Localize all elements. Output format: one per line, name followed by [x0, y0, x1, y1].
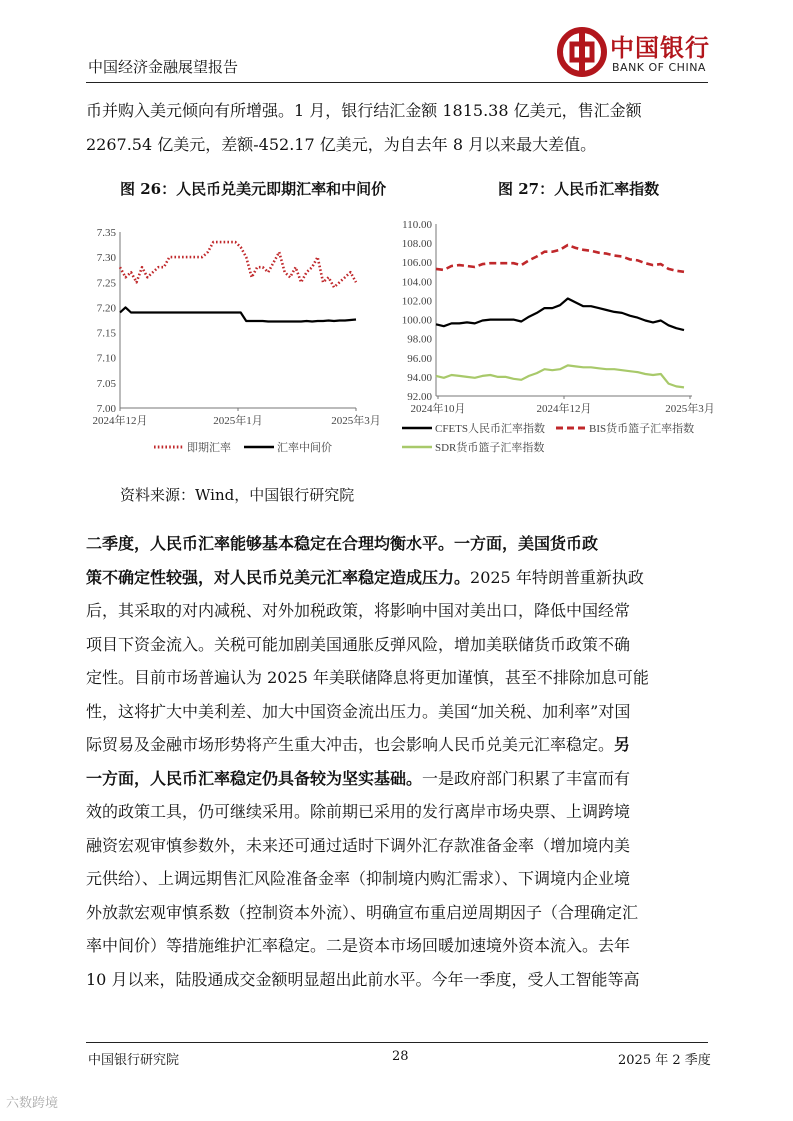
y-tick-label: 96.00 — [407, 352, 432, 365]
body-line — [86, 728, 708, 762]
footer-institution: 中国银行研究院 — [88, 1053, 180, 1068]
y-tick-label: 7.05 — [96, 377, 116, 390]
text-segment: 元供给）、上调远期售汇风险准备金率（抑制境内购汇需求）、下调境内企业境 — [86, 869, 631, 888]
y-tick-label: 100.00 — [401, 314, 432, 327]
page-number: 28 — [392, 1049, 409, 1064]
legend-label: 汇率中间价 — [277, 442, 332, 454]
y-tick-label: 106.00 — [401, 257, 432, 270]
logo-english-text: BANK OF CHINA — [612, 61, 706, 74]
y-tick-label: 104.00 — [401, 276, 432, 289]
y-tick-label: 7.30 — [96, 252, 116, 265]
body-line — [86, 862, 708, 896]
y-tick-label: 108.00 — [401, 238, 432, 251]
intro-line: 2267.54 亿美元，差额-452.17 亿美元，为自去年 8 月以来最大差值。 — [86, 134, 597, 154]
y-tick-label: 110.00 — [402, 219, 432, 231]
y-tick-label: 7.20 — [96, 302, 116, 315]
x-tick-label: 2025年1月 — [213, 415, 263, 427]
report-title: 中国经济金融展望报告 — [88, 58, 239, 76]
x-tick-label: 2025年3月 — [331, 415, 381, 427]
body-line — [86, 929, 708, 963]
chart-figure-27 — [388, 212, 718, 462]
text-segment: 外放款宏观审慎系数（控制资本外流）、明确宣布重启逆周期因子（合理确定汇 — [86, 902, 639, 922]
series-line-1 — [436, 299, 684, 331]
body-line — [86, 896, 708, 930]
body-line — [86, 762, 708, 796]
text-segment: 2025 年特朗普重新执政 — [470, 567, 644, 587]
figure-source: 资料来源：Wind，中国银行研究院 — [120, 486, 355, 504]
text-segment: 性，这将扩大中美利差、加大中国资金流出压力。美国“加关税、加利率”对国 — [86, 701, 631, 721]
bold-text-segment: 二季度，人民币汇率能够基本稳定在合理均衡水平。一方面，美国货币政 — [86, 534, 599, 553]
series-line-2 — [436, 245, 684, 272]
x-tick-label: 2024年10月 — [410, 403, 466, 415]
body-line — [86, 661, 708, 695]
y-tick-label: 7.15 — [96, 327, 116, 340]
y-tick-label: 7.25 — [96, 277, 116, 290]
text-segment: 后，其采取的对内减税、对外加税政策，将影响中国对美出口，降低中国经常 — [86, 601, 631, 620]
legend-label: SDR货币篮子汇率指数 — [435, 442, 545, 454]
x-tick-label: 2025年3月 — [665, 403, 715, 415]
body-line — [86, 527, 708, 561]
header-rule — [86, 82, 708, 83]
text-segment: 一是政府部门积累了丰富而有 — [422, 768, 631, 788]
chart-figure-26 — [80, 214, 390, 464]
y-tick-label: 7.10 — [96, 352, 116, 365]
x-tick-label: 2024年12月 — [92, 415, 148, 427]
footer-rule — [86, 1042, 708, 1043]
legend-label: CFETS人民币汇率指数 — [435, 423, 546, 435]
y-tick-label: 102.00 — [401, 295, 432, 308]
body-line — [86, 795, 708, 829]
bold-text-segment: 一方面，人民币汇率稳定仍具备较为坚实基础。 — [86, 768, 423, 788]
body-line — [86, 963, 708, 997]
text-segment: 际贸易及金融市场形势将产生重大冲击，也会影响人民币兑美元汇率稳定。 — [86, 735, 615, 754]
text-segment: 定性。目前市场普遍认为 2025 年美联储降息将更加谨慎，甚至不排除加息可能 — [86, 668, 649, 687]
text-segment: 项目下资金流入。关税可能加剧美国通胀反弹风险，增加美联储货币政策不确 — [86, 634, 631, 654]
intro-paragraph — [86, 94, 708, 161]
legend-label: 即期汇率 — [187, 442, 231, 454]
bank-logo-icon — [556, 26, 608, 78]
x-tick-label: 2024年12月 — [536, 403, 592, 415]
y-tick-label: 7.35 — [96, 227, 116, 239]
y-tick-label: 94.00 — [407, 371, 432, 384]
intro-line: 币并购入美元倾向有所增强。1 月，银行结汇金额 1815.38 亿美元，售汇金额 — [86, 101, 642, 120]
text-segment: 效的政策工具，仍可继续采用。除前期已采用的发行离岸市场央票、上调跨境 — [86, 802, 631, 821]
series-line-2 — [120, 307, 356, 321]
body-line — [86, 628, 708, 662]
logo-chinese-text: 中国银行 — [610, 33, 710, 62]
y-tick-label: 98.00 — [407, 333, 432, 346]
text-segment: 10 月以来，陆股通成交金额明显超出此前水平。今年一季度，受人工智能等高 — [86, 969, 640, 989]
body-line — [86, 829, 708, 863]
bold-text-segment: 策不确定性较强，对人民币兑美元汇率稳定造成压力。 — [86, 567, 471, 587]
watermark: 六数跨境 — [6, 1096, 59, 1111]
figure-26-title: 图 26：人民币兑美元即期汇率和中间价 — [120, 180, 387, 198]
series-line-3 — [436, 365, 684, 387]
y-tick-label: 92.00 — [407, 391, 432, 403]
y-tick-label: 7.00 — [96, 403, 116, 415]
body-paragraph — [86, 527, 708, 996]
text-segment: 融资宏观审慎参数外，未来还可通过适时下调外汇存款准备金率（增加境内美 — [86, 835, 631, 855]
body-line — [86, 695, 708, 729]
body-line — [86, 561, 708, 595]
figure-27-title: 图 27：人民币汇率指数 — [498, 180, 660, 198]
legend-label: BIS货币篮子汇率指数 — [589, 423, 695, 435]
bold-text-segment: 另 — [614, 735, 631, 754]
series-line-1 — [120, 242, 356, 287]
text-segment: 率中间价）等措施维护汇率稳定。二是资本市场回暖加速境外资本流入。去年 — [86, 936, 631, 955]
footer-period: 2025 年 2 季度 — [618, 1053, 711, 1068]
body-line — [86, 594, 708, 628]
